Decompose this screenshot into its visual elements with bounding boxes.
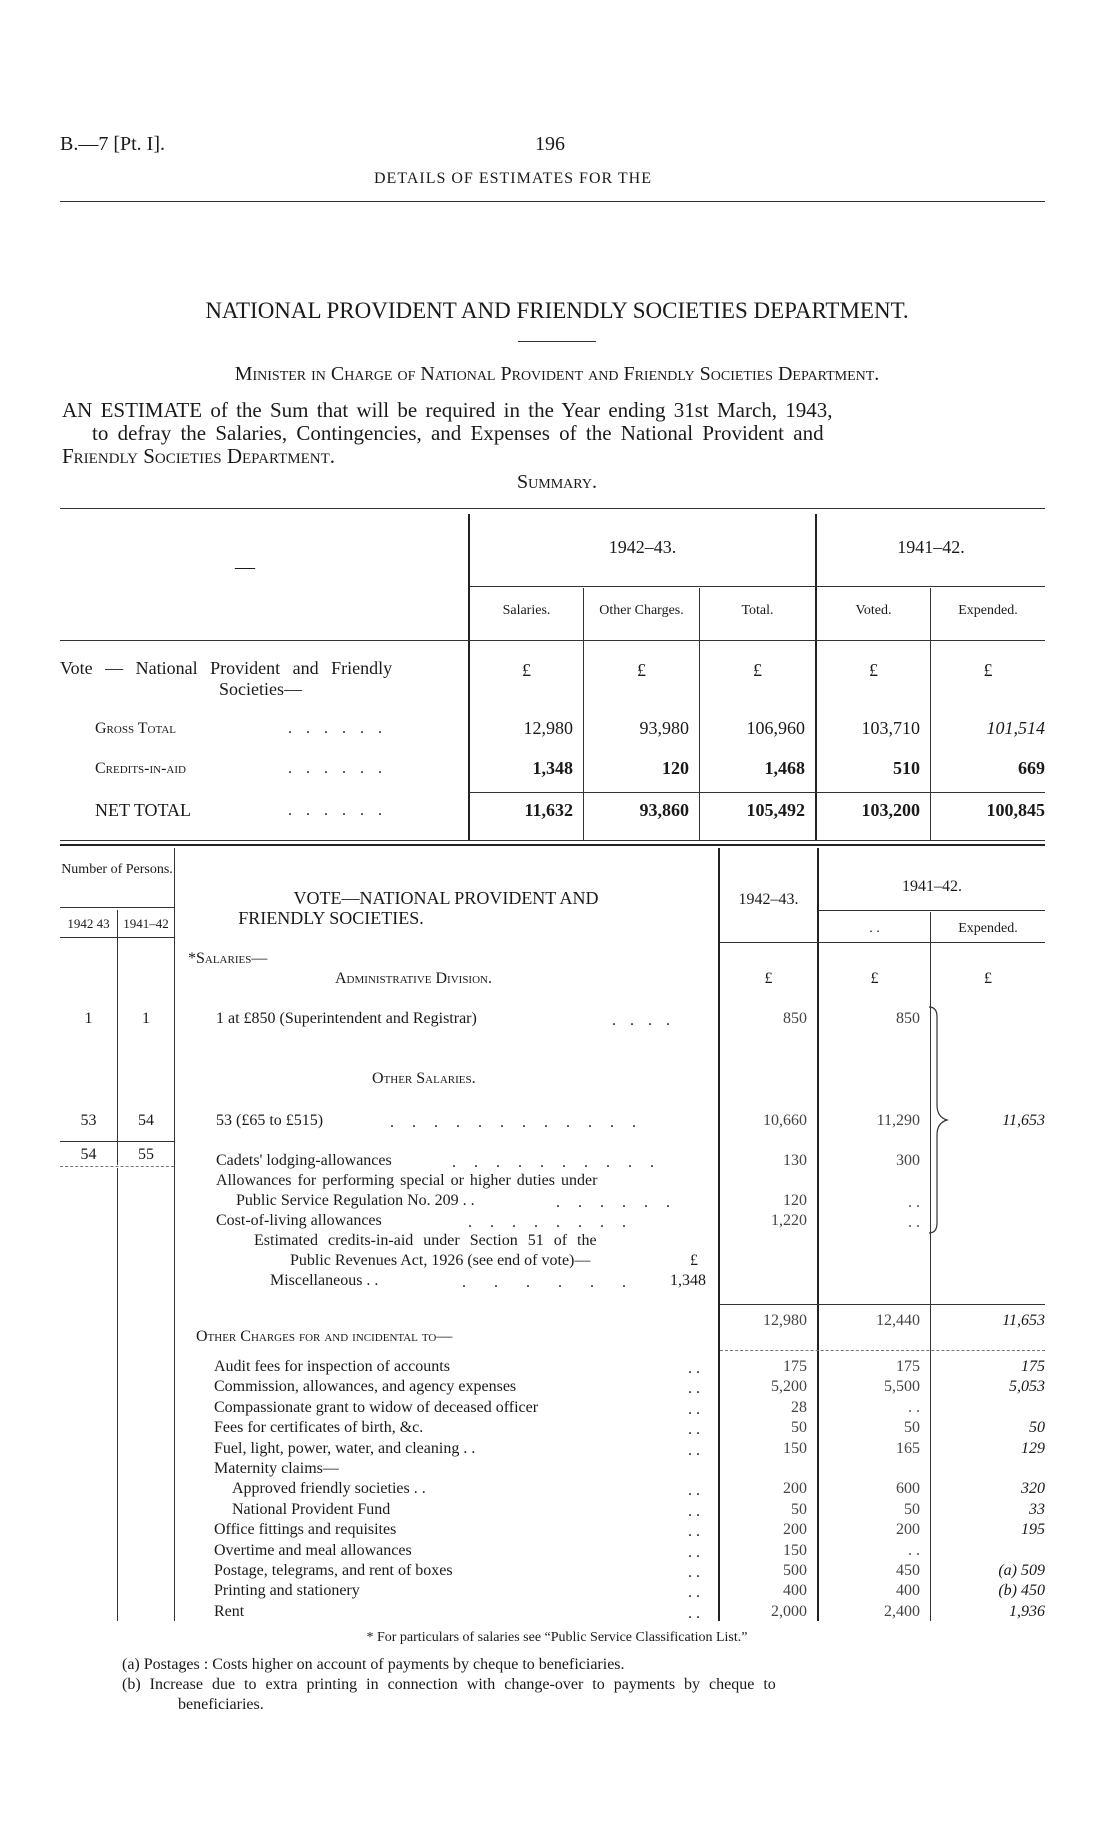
charge-current: 5,200 <box>771 1378 807 1395</box>
report-reference: B.—7 [Pt. I]. <box>60 133 165 155</box>
detail-persons-rule <box>60 907 174 908</box>
charge-label: Rent <box>214 1603 245 1620</box>
leader-dots: . . <box>688 1380 700 1397</box>
summary-value: 101,514 <box>986 718 1045 738</box>
persons-current: 1 <box>84 1010 93 1027</box>
summary-dash: — <box>235 556 255 578</box>
summary-value: 120 <box>662 758 689 778</box>
leader-dots: . . <box>688 1523 700 1540</box>
estimate-line-2: to defray the Salaries, Contingencies, and Expenses of the National Provident and <box>92 421 824 445</box>
persons-current: 53 <box>80 1112 97 1129</box>
cost-of-living-current: 1,220 <box>771 1212 807 1229</box>
running-title: DETAILS OF ESTIMATES FOR THE <box>374 170 652 187</box>
detail-col-voted: . . <box>869 921 880 936</box>
summary-value: 93,860 <box>639 800 689 820</box>
summary-top-rule <box>60 508 1045 509</box>
charge-voted: . . <box>908 1399 920 1416</box>
leader-dots: . . . . . . . . <box>468 1214 626 1231</box>
charge-expended: 1,936 <box>1009 1603 1045 1620</box>
charge-label: Printing and stationery <box>214 1582 360 1599</box>
persons-current-total: 54 <box>80 1146 97 1163</box>
pound-sign: £ <box>522 660 531 680</box>
charge-voted: . . <box>908 1542 920 1559</box>
summary-col-total: Total. <box>741 603 774 618</box>
leader-dots: . . <box>688 1421 700 1438</box>
detail-vline <box>117 1168 118 1621</box>
summary-value: 12,980 <box>523 718 573 738</box>
summary-col-salaries: Salaries. <box>502 603 551 618</box>
minister-line: Minister in Charge of National Provident and Friendly Societies Department. <box>234 363 880 385</box>
summary-vote-label-cont: Societies— <box>219 679 302 699</box>
allowances-current: 120 <box>783 1192 807 1209</box>
pound-sign: £ <box>764 970 773 987</box>
allowances-voted: . . <box>908 1194 920 1211</box>
summary-header-rule <box>60 640 1045 641</box>
detail-vline <box>174 848 175 1621</box>
summary-value: 1,468 <box>764 758 805 778</box>
detail-year-rule <box>819 910 1045 911</box>
persons-rule <box>60 1166 174 1167</box>
vote-title-line-2: FRIENDLY SOCIETIES. <box>238 908 424 928</box>
charge-voted: 175 <box>896 1358 920 1375</box>
other-voted: 11,290 <box>876 1112 920 1129</box>
cost-of-living-voted: . . <box>908 1214 920 1231</box>
charge-voted: 450 <box>896 1562 920 1579</box>
leader-dots: . . . . . . <box>288 802 382 819</box>
charge-expended: 5,053 <box>1009 1378 1045 1395</box>
charge-expended: 320 <box>1021 1480 1045 1497</box>
summary-subheader-rule <box>470 586 1045 587</box>
salaries-total-expended: 11,653 <box>1002 1312 1045 1329</box>
leader-dots: . . <box>688 1544 700 1561</box>
charge-expended: 195 <box>1021 1521 1045 1538</box>
leader-dots: . . <box>688 1584 700 1601</box>
leader-dots: . . <box>688 1482 700 1499</box>
charge-label: Maternity claims— <box>214 1460 339 1477</box>
subtotal-rule <box>720 1304 1045 1305</box>
pound-sign: £ <box>984 970 992 987</box>
charge-label: Overtime and meal allowances <box>214 1542 412 1559</box>
admin-division-heading: Administrative Division. <box>335 970 492 987</box>
charge-voted: 5,500 <box>884 1378 920 1395</box>
estimate-line-1: AN ESTIMATE of the Sum that will be required in the Year ending 31st March, 1943, <box>62 398 833 422</box>
credits-line-2: Public Revenues Act, 1926 (see end of vote)— <box>290 1252 591 1269</box>
admin-salary-line: 1 at £850 (Superintendent and Registrar) <box>216 1010 477 1027</box>
credits-pound: £ <box>690 1252 698 1269</box>
pound-sign: £ <box>637 660 646 680</box>
charge-current: 400 <box>783 1582 807 1599</box>
summary-value: 93,980 <box>639 718 689 738</box>
detail-header-rule <box>720 942 1045 943</box>
detail-year-previous: 1941–42. <box>902 878 962 895</box>
charge-label: Commission, allowances, and agency expenses <box>214 1378 517 1395</box>
cost-of-living-line: Cost-of-living allowances <box>216 1212 382 1229</box>
leader-dots: . . <box>688 1605 700 1622</box>
estimate-line-3: Friendly Societies Department. <box>62 444 335 468</box>
summary-col-other: Other Charges. <box>599 603 684 618</box>
leader-dots: . . <box>688 1442 700 1459</box>
summary-row-label: Credits-in-aid <box>95 760 186 777</box>
summary-year-current: 1942–43. <box>608 537 677 557</box>
persons-previous: 1 <box>142 1010 150 1027</box>
other-salary-line: 53 (£65 to £515) <box>216 1112 324 1129</box>
charge-label: Approved friendly societies . . <box>232 1480 426 1497</box>
leader-dots: . . . . . . . . . . <box>452 1154 654 1171</box>
footnote-b-cont: beneficiaries. <box>178 1696 264 1713</box>
charge-expended: (a) 509 <box>998 1562 1045 1579</box>
col-1941-42: 1941–42 <box>123 916 169 931</box>
admin-current: 850 <box>783 1010 807 1027</box>
charge-expended: 33 <box>1029 1501 1045 1518</box>
other-salaries-heading: Other Salaries. <box>372 1070 476 1087</box>
salaries-expended: 11,653 <box>1002 1112 1045 1129</box>
charge-voted: 50 <box>904 1501 920 1518</box>
charge-voted: 165 <box>896 1440 920 1457</box>
leader-dots: . . . . <box>612 1012 670 1029</box>
leader-dots: . . <box>688 1564 700 1581</box>
title-rule <box>518 341 596 342</box>
allowances-line-1: Allowances for performing special or higher duties under <box>216 1172 598 1189</box>
summary-vote-label: Vote — National Provident and Friendly <box>60 658 393 678</box>
salaries-total-voted: 12,440 <box>876 1312 920 1329</box>
other-current: 10,660 <box>763 1112 807 1129</box>
persons-rule <box>60 1141 174 1142</box>
pound-sign: £ <box>753 660 762 680</box>
charge-label: National Provident Fund <box>232 1501 391 1518</box>
charge-voted: 600 <box>896 1480 920 1497</box>
charge-current: 200 <box>783 1480 807 1497</box>
charge-voted: 200 <box>896 1521 920 1538</box>
charge-label: Postage, telegrams, and rent of boxes <box>214 1562 453 1579</box>
footnote-b: (b) Increase due to extra printing in connection with change-over to payments by cheque to <box>122 1676 776 1693</box>
summary-bottom-rule <box>60 840 1045 841</box>
credits-amount: 1,348 <box>670 1272 706 1289</box>
charge-label: Compassionate grant to widow of deceased officer <box>214 1399 539 1416</box>
persons-previous: 54 <box>138 1112 154 1129</box>
leader-dots: . . . . . . . . . . . . <box>390 1114 636 1131</box>
admin-voted: 850 <box>896 1010 920 1027</box>
detail-year-current: 1942–43. <box>738 891 799 908</box>
summary-value: 1,348 <box>532 758 573 778</box>
summary-heading: Summary. <box>517 471 597 493</box>
leader-dots: . . . . . . <box>556 1194 670 1211</box>
header-rule <box>60 201 1045 202</box>
persons-previous-total: 55 <box>138 1146 154 1163</box>
charge-label: Fees for certificates of birth, &c. <box>214 1419 424 1436</box>
credits-line-1: Estimated credits-in-aid under Section 51 of the <box>254 1232 597 1249</box>
summary-value: 11,632 <box>524 800 573 820</box>
number-of-persons-label: Number of Persons. <box>61 862 173 877</box>
summary-value: 103,200 <box>861 800 920 820</box>
charge-current: 175 <box>783 1358 807 1375</box>
leader-dots: . . <box>688 1360 700 1377</box>
department-title: NATIONAL PROVIDENT AND FRIENDLY SOCIETIES DEPARTMENT. <box>205 298 909 323</box>
summary-year-previous: 1941–42. <box>897 537 965 557</box>
charge-current: 150 <box>783 1440 807 1457</box>
summary-col-expended: Expended. <box>958 603 1018 618</box>
summary-value: 510 <box>893 758 920 778</box>
charge-current: 50 <box>791 1501 807 1518</box>
charge-expended: 129 <box>1021 1440 1045 1457</box>
salaries-heading: *Salaries— <box>188 950 268 967</box>
subtotal-rule <box>720 1350 1045 1351</box>
credits-line-3: Miscellaneous . . <box>270 1272 379 1289</box>
summary-col-voted: Voted. <box>855 603 892 618</box>
summary-value: 105,492 <box>746 800 805 820</box>
charge-expended: 50 <box>1029 1419 1045 1436</box>
summary-net-rule <box>470 792 1045 793</box>
footnote-star: * For particulars of salaries see “Public Service Classification List.” <box>366 1630 748 1645</box>
page-number: 196 <box>535 133 565 155</box>
pound-sign: £ <box>870 970 879 987</box>
cadets-line: Cadets' lodging-allowances <box>216 1152 392 1169</box>
leader-dots: . . <box>688 1503 700 1520</box>
cadets-current: 130 <box>783 1152 807 1169</box>
charge-current: 50 <box>791 1419 807 1436</box>
other-charges-heading: Other Charges for and incidental to— <box>196 1328 453 1345</box>
charge-voted: 400 <box>896 1582 920 1599</box>
detail-col-expended: Expended. <box>958 921 1018 936</box>
allowances-line-2: Public Service Regulation No. 209 . . <box>236 1192 475 1209</box>
charge-label: Office fittings and requisites <box>214 1521 397 1538</box>
charge-current: 500 <box>783 1562 807 1579</box>
salaries-total-current: 12,980 <box>763 1312 807 1329</box>
summary-value: 669 <box>1018 758 1045 778</box>
summary-value: 100,845 <box>986 800 1045 820</box>
summary-row-label: Gross Total <box>95 720 177 737</box>
leader-dots: . . . . . . <box>288 720 382 737</box>
pound-sign: £ <box>869 660 878 680</box>
leader-dots: . . <box>688 1401 700 1418</box>
charge-current: 28 <box>791 1399 807 1416</box>
charge-current: 150 <box>783 1542 807 1559</box>
leader-dots: . . . . . . <box>462 1274 626 1291</box>
col-1942-43: 1942 43 <box>67 916 110 931</box>
charge-expended: (b) 450 <box>998 1582 1045 1599</box>
summary-value: 103,710 <box>861 718 920 738</box>
detail-top-rule <box>60 844 1045 846</box>
charge-expended: 175 <box>1021 1358 1045 1375</box>
charge-label: Fuel, light, power, water, and cleaning . . <box>214 1440 476 1457</box>
footnote-a: (a) Postages : Costs higher on account of payments by cheque to beneficiaries. <box>122 1656 625 1673</box>
charge-label: Audit fees for inspection of accounts <box>214 1358 450 1375</box>
charge-current: 2,000 <box>771 1603 807 1620</box>
charge-voted: 2,400 <box>884 1603 920 1620</box>
charge-voted: 50 <box>904 1419 920 1436</box>
detail-persons-rule <box>60 937 174 938</box>
cadets-voted: 300 <box>896 1152 920 1169</box>
summary-value: 106,960 <box>746 718 805 738</box>
leader-dots: . . . . . . <box>288 760 382 777</box>
vote-title-line-1: VOTE—NATIONAL PROVIDENT AND <box>293 888 599 908</box>
charge-current: 200 <box>783 1521 807 1538</box>
pound-sign: £ <box>983 660 993 680</box>
summary-row-label: NET TOTAL <box>95 800 192 820</box>
